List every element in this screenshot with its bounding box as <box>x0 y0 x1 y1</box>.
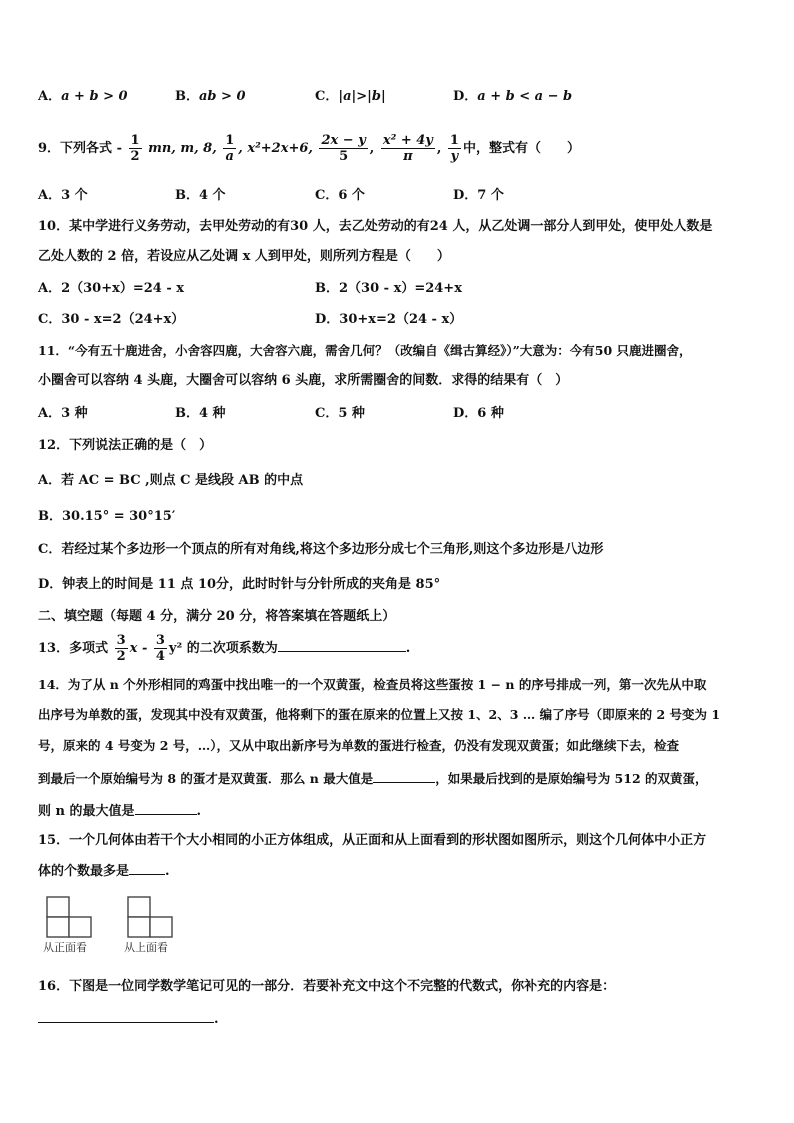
q9-option-c: C．6 个 <box>315 188 365 203</box>
q16-line-1: 16．下图是一位同学数学笔记可见的一部分．若要补充文中这个不完整的代数式，你补充的内容是： <box>38 979 616 994</box>
denominator: y <box>450 149 459 164</box>
fraction-2x-y-5 <box>319 133 367 164</box>
q13-head: 13．多项式 <box>38 641 109 656</box>
top-view-figure <box>124 893 180 955</box>
denominator: π <box>403 149 413 164</box>
q16-answer-line <box>38 1010 219 1029</box>
q11-line-1: 11．“今有五十鹿进舍，小舍容四鹿，大舍容六鹿，需舍几何？（改编自《缉古算经》）”大意为：今有50 只鹿进圈舍， <box>38 343 692 358</box>
q9-stem: 9．下列各式 - $\frac{1}{2}$ mn, m, 8, $\frac{1}{a}$ , x²+2x+6, $\frac{2x - y}{5}$ , $\frac{\text{x² + 4y}}{\pi}$ , $\frac{1}{y}$ 中，整式有（ ） <box>38 133 580 164</box>
option-label: C． <box>315 89 339 104</box>
top-view-drawing <box>124 893 180 939</box>
denominator: 5 <box>339 149 349 164</box>
q9-option-b: B．4 个 <box>175 188 226 203</box>
option-label: B． <box>175 89 199 104</box>
q12-stem: 12．下列说法正确的是（ ） <box>38 438 213 453</box>
numerator: 1 <box>225 133 235 148</box>
option-math: |a|>|b| <box>338 89 386 104</box>
option-math: a + b < a − b <box>477 89 573 104</box>
q14-line-5-a: 则 n 的最大值是 <box>38 804 135 819</box>
q11-option-c: C．5 种 <box>315 406 365 421</box>
fraction-x2-4y-pi <box>381 133 435 164</box>
front-view-caption: 从正面看 <box>43 941 87 954</box>
fraction-1-2 <box>129 133 142 164</box>
answer-blank[interactable] <box>278 639 406 652</box>
q10-option-c: C．30 - x=2（24+x） <box>38 312 185 327</box>
q15-line-2 <box>38 862 170 881</box>
q9-head: 9．下列各式 - <box>38 141 122 156</box>
q14-line-3: 号，原来的 4 号变为 2 号，…），又从中取出新序号为单数的蛋进行检查，仍没有发现双黄蛋；如此继续下去，检查 <box>38 738 680 753</box>
option-math: a + b > 0 <box>61 89 128 104</box>
q8-option-c <box>315 88 386 106</box>
q9-terms-1: mn, m, 8, <box>148 141 217 156</box>
answer-blank[interactable] <box>38 1010 214 1023</box>
fraction-3-4 <box>154 633 167 664</box>
fraction-1-a <box>223 133 236 164</box>
q9-option-d: D．7 个 <box>453 188 504 203</box>
option-math: ab > 0 <box>199 89 246 104</box>
section-heading-fill-in: 二、填空题（每题 4 分，满分 20 分，将答案填在答题纸上） <box>38 609 396 624</box>
denominator: a <box>225 149 234 164</box>
q8-option-a <box>38 88 128 106</box>
denominator: 4 <box>155 649 165 664</box>
q9-tail: 中，整式有（ ） <box>462 141 580 156</box>
q8-option-d <box>453 88 572 106</box>
q14-line-1: 14．为了从 n 个外形相同的鸡蛋中找出唯一的一个双黄蛋，检查员将这些蛋按 1 − n 的序号排成一列，第一次先从中取 <box>38 677 707 692</box>
q11-option-d: D．6 种 <box>453 406 504 421</box>
fraction-3-2 <box>115 633 128 664</box>
option-label: D． <box>453 89 478 104</box>
q12-option-d: D．钟表上的时间是 11 点 10分，此时时针与分针所成的夹角是 85° <box>38 577 441 592</box>
q12-option-b: B．30.15° = 30°15′ <box>38 509 176 524</box>
answer-blank[interactable] <box>373 770 435 783</box>
q14-line-4-b: ，如果最后找到的是原始编号为 512 的双黄蛋， <box>435 771 708 786</box>
q10-option-b: B．2（30 - x）=24+x <box>315 281 462 296</box>
q11-option-b: B．4 种 <box>175 406 226 421</box>
q10-option-d: D．30+x=2（24 - x） <box>315 312 463 327</box>
q15-line-1: 15．一个几何体由若干个大小相同的小正方体组成，从正面和从上面看到的形状图如图所示，则这个几何体中小正方 <box>38 833 707 848</box>
numerator: 2x − y <box>321 133 366 148</box>
denominator: 2 <box>116 649 126 664</box>
q11-line-2: 小圈舍可以容纳 4 头鹿，大圈舍可以容纳 6 头鹿，求所需圈舍的间数．求得的结果有（ ） <box>38 373 569 388</box>
q10-line-2: 乙处人数的 2 倍，若设应从乙处调 x 人到甲处，则所列方程是（ ） <box>38 249 450 264</box>
q13-stem <box>38 632 410 666</box>
fraction-1-y <box>448 133 461 164</box>
q13-end: . <box>405 641 411 656</box>
q8-option-b <box>175 88 246 106</box>
q10-line-1: 10．某中学进行义务劳动，去甲处劳动的有30 人，去乙处劳动的有24 人，从乙处调一部分人到甲处，使甲处人数是 <box>38 219 713 234</box>
answer-blank[interactable] <box>135 802 197 815</box>
q11-option-a: A．3 种 <box>38 406 88 421</box>
front-view-figure <box>43 893 99 955</box>
front-view-drawing <box>43 893 99 939</box>
q14-line-4 <box>38 770 708 788</box>
q14-line-4-a: 到最后一个原始编号为 8 的蛋才是双黄蛋．那么 n 最大值是 <box>38 771 374 786</box>
q10-option-a: A．2（30+x）=24 - x <box>38 281 185 296</box>
q12-option-a: A．若 AC = BC ,则点 C 是线段 AB 的中点 <box>38 473 304 488</box>
q14-line-5-b: . <box>196 804 202 819</box>
numerator: 3 <box>116 633 126 648</box>
numerator: 1 <box>130 133 140 148</box>
q14-line-5 <box>38 802 201 821</box>
q13-tail: y² 的二次项系数为 <box>168 641 278 656</box>
answer-blank[interactable] <box>129 862 165 875</box>
denominator: 2 <box>130 149 140 164</box>
q14-line-2: 出序号为单数的蛋，发现其中没有双黄蛋，他将剩下的蛋在原来的位置上又按 1、2、3 … 编了序号（即原来的 2 号变为 1 <box>38 707 721 722</box>
q9-option-a: A．3 个 <box>38 188 88 203</box>
q15-line-2-a: 体的个数最多是 <box>38 864 130 879</box>
numerator: 3 <box>155 633 165 648</box>
q13-mid: x - <box>129 641 148 656</box>
numerator: x² + 4y <box>382 133 433 148</box>
option-label: A． <box>38 89 62 104</box>
q9-terms-2: , x²+2x+6, <box>238 141 313 156</box>
numerator: 1 <box>449 133 459 148</box>
q16-end: . <box>214 1012 219 1027</box>
q12-option-c: C．若经过某个多边形一个顶点的所有对角线,将这个多边形分成七个三角形,则这个多边形是八边形 <box>38 542 604 557</box>
q15-line-2-b: . <box>165 864 170 879</box>
top-view-caption: 从上面看 <box>124 941 168 954</box>
